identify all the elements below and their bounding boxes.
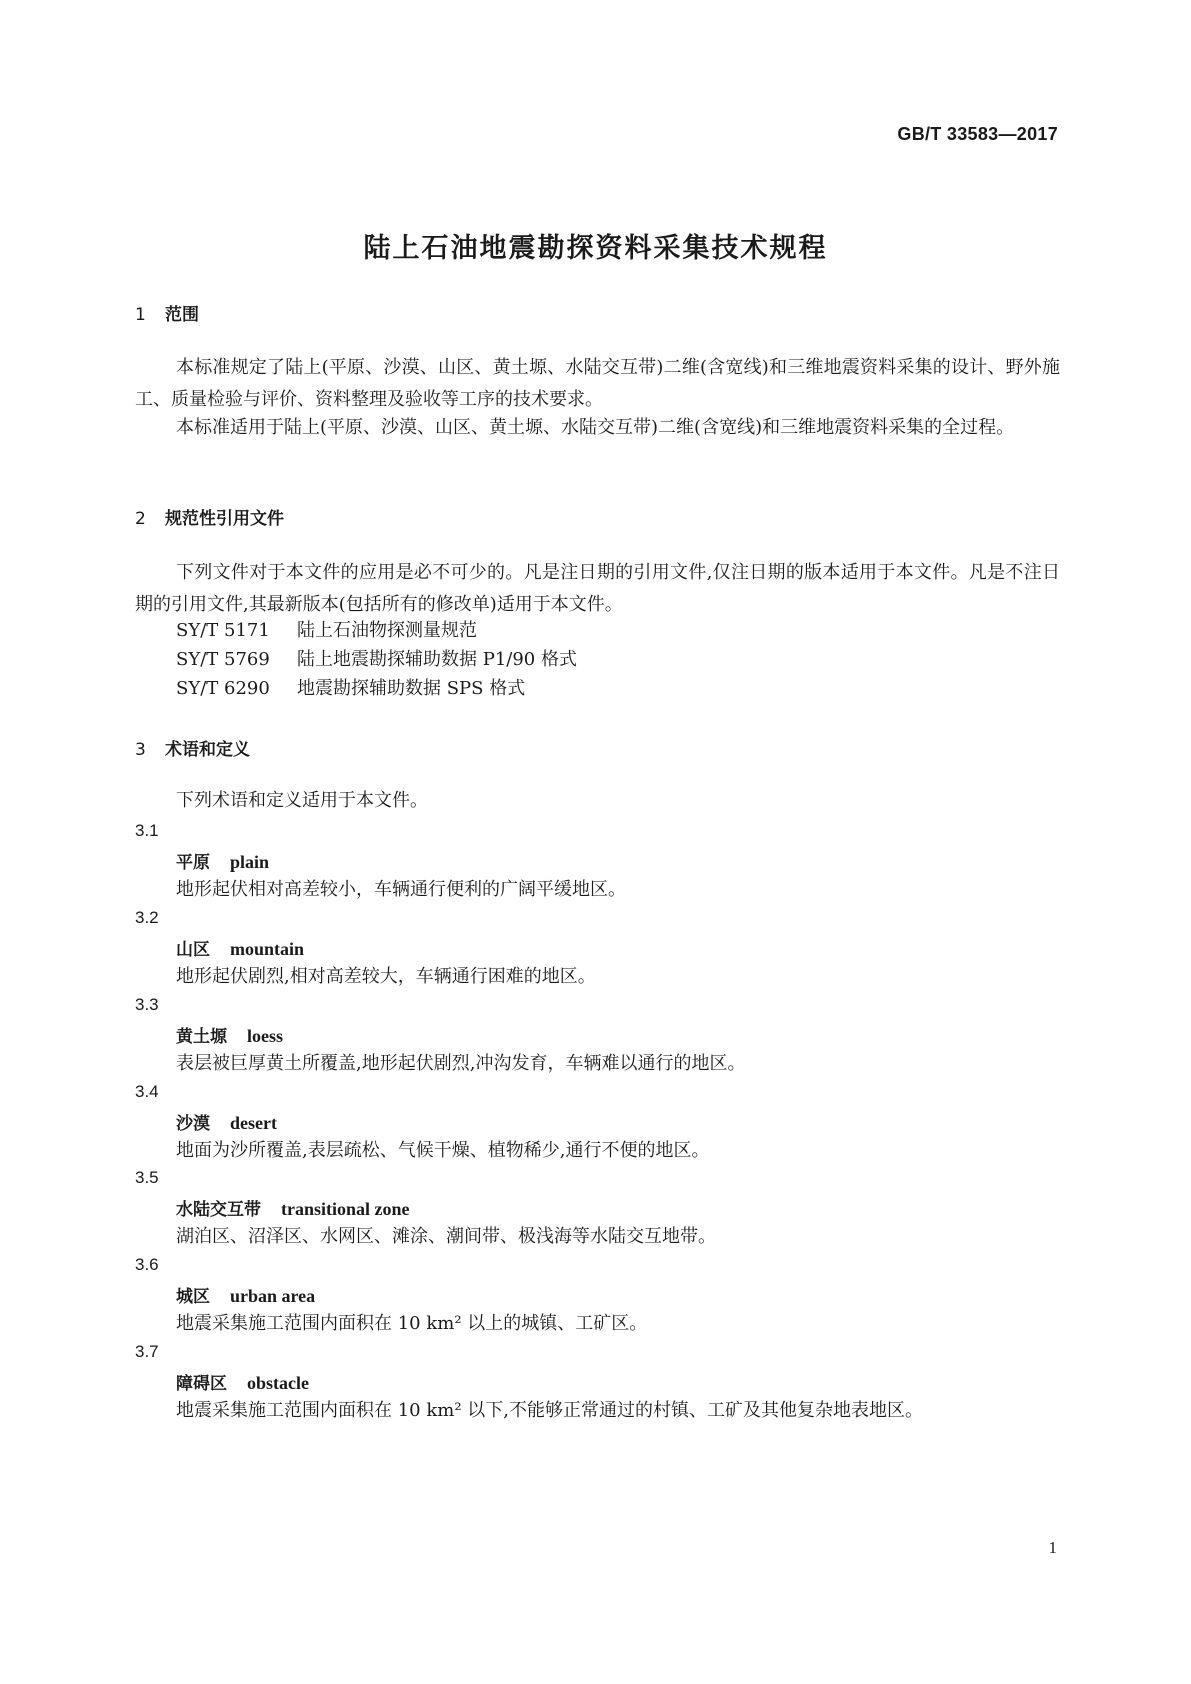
term-definition: 地形起伏相对高差较小，车辆通行便利的广阔平缓地区。 [176, 879, 626, 900]
section-title: 规范性引用文件 [165, 509, 284, 529]
term-number: 3.4 [135, 1082, 159, 1101]
term-en: transitional zone [281, 1199, 410, 1219]
terms-intro: 下列术语和定义适用于本文件。 [176, 790, 428, 811]
term-definition: 湖泊区、沼泽区、水网区、滩涂、潮间带、极浅海等水陆交互地带。 [176, 1226, 716, 1247]
term-definition: 表层被巨厚黄土所覆盖,地形起伏剧烈,冲沟发育，车辆难以通行的地区。 [176, 1053, 746, 1074]
reference-code: SY/T 5769 [176, 649, 270, 670]
term-name [176, 1369, 309, 1394]
section-heading-scope [135, 300, 199, 325]
reference-code: SY/T 5171 [176, 620, 270, 641]
scope-paragraph-2: 本标准适用于陆上(平原、沙漠、山区、黄土塬、水陆交互带)二维(含宽线)和三维地震资料采集的全过程。 [176, 417, 1015, 438]
reference-name: 地震勘探辅助数据 SPS 格式 [297, 678, 526, 699]
term-zh: 黄土塬 [176, 1027, 227, 1047]
term-name [176, 1022, 283, 1047]
term-number: 3.3 [135, 995, 159, 1014]
reference-code: SY/T 6290 [176, 678, 270, 699]
term-number: 3.2 [135, 908, 159, 927]
term-name [176, 1282, 315, 1307]
term-definition: 地震采集施工范围内面积在 10 km² 以上的城镇、工矿区。 [176, 1313, 648, 1334]
standard-number: GB/T 33583—2017 [897, 124, 1058, 144]
section-number: 1 [135, 305, 146, 325]
reference-name: 陆上地震勘探辅助数据 P1/90 格式 [297, 649, 577, 670]
page-number: 1 [1048, 1538, 1057, 1557]
term-zh: 城区 [176, 1287, 210, 1307]
reference-item [176, 644, 577, 676]
term-name [176, 935, 304, 960]
term-definition: 地形起伏剧烈,相对高差较大，车辆通行困难的地区。 [176, 966, 596, 987]
term-definition: 地面为沙所覆盖,表层疏松、气候干燥、植物稀少,通行不便的地区。 [176, 1140, 710, 1161]
reference-name: 陆上石油物探测量规范 [297, 620, 477, 641]
term-name [176, 1195, 410, 1220]
section-title: 术语和定义 [165, 740, 250, 760]
term-en: desert [230, 1113, 277, 1133]
reference-item [176, 673, 525, 705]
document-title: 陆上石油地震勘探资料采集技术规程 [363, 233, 828, 264]
term-zh: 山区 [176, 940, 210, 960]
term-zh: 障碍区 [176, 1374, 227, 1394]
term-definition: 地震采集施工范围内面积在 10 km² 以下,不能够正常通过的村镇、工矿及其他复杂地表地区。 [176, 1400, 923, 1421]
term-number: 3.5 [135, 1168, 159, 1187]
term-zh: 沙漠 [176, 1114, 210, 1134]
reference-item [176, 615, 477, 647]
term-zh: 水陆交互带 [176, 1200, 261, 1220]
section-heading-references [135, 504, 284, 529]
section-title: 范围 [165, 305, 199, 325]
term-zh: 平原 [176, 853, 210, 873]
term-en: plain [230, 852, 270, 872]
scope-paragraph-1: 本标准规定了陆上(平原、沙漠、山区、黄土塬、水陆交互带)二维(含宽线)和三维地震资料采集的设计、野外施工、质量检验与评价、资料整理及验收等工序的技术要求。 [135, 357, 1060, 410]
section-number: 3 [135, 740, 146, 760]
references-intro: 下列文件对于本文件的应用是必不可少的。凡是注日期的引用文件,仅注日期的版本适用于本文件。凡是不注日期的引用文件,其最新版本(包括所有的修改单)适用于本文件。 [135, 562, 1060, 615]
section-heading-terms [135, 735, 250, 760]
term-name [176, 848, 269, 873]
term-name [176, 1109, 277, 1134]
term-en: mountain [230, 939, 305, 959]
term-number: 3.6 [135, 1255, 159, 1274]
term-en: obstacle [247, 1373, 309, 1393]
section-number: 2 [135, 509, 146, 529]
term-number: 3.7 [135, 1342, 159, 1361]
term-number: 3.1 [135, 821, 159, 840]
term-en: urban area [230, 1286, 316, 1306]
term-en: loess [247, 1026, 283, 1046]
